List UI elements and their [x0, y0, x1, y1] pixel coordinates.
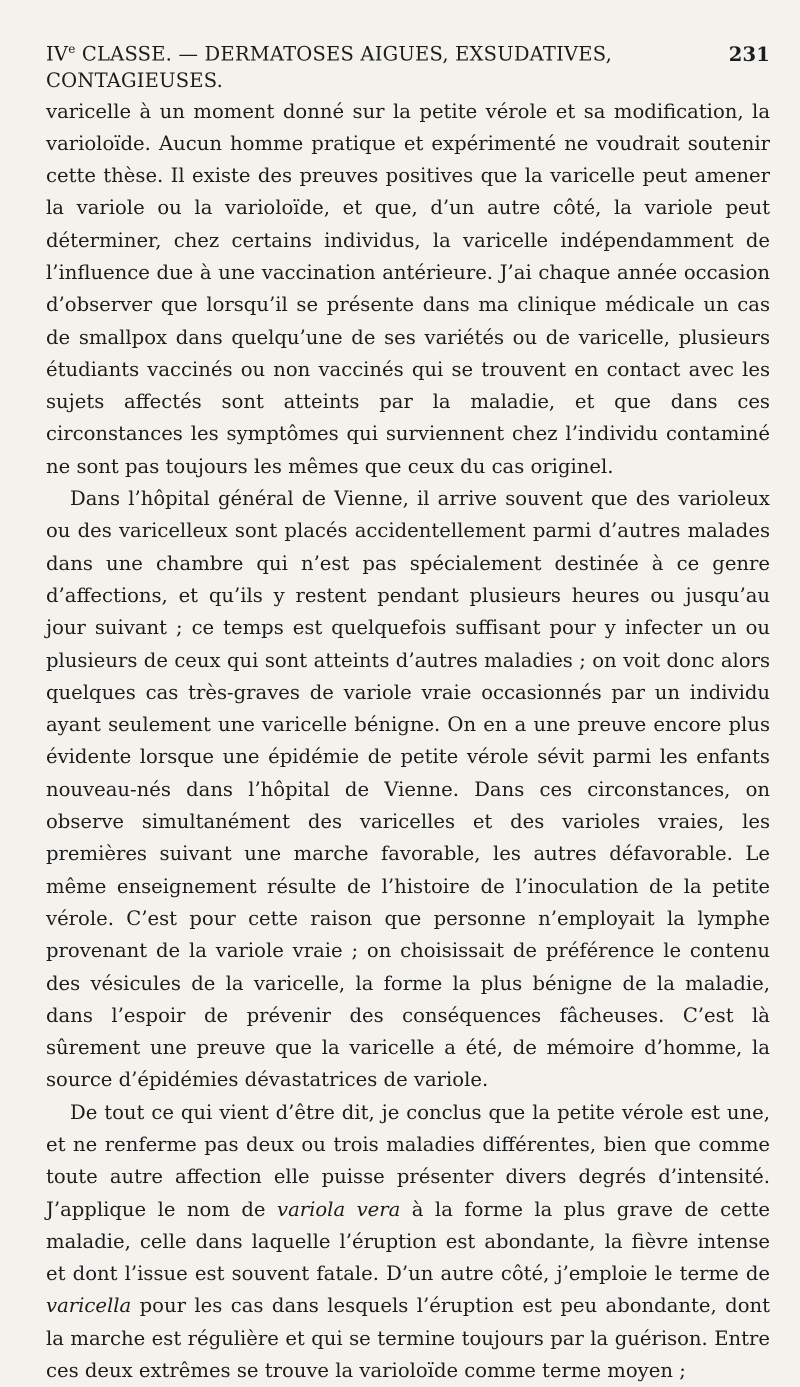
- paragraph-1: varicelle à un moment donné sur la petite vérole et sa modification, la varioloïde. Aucun homme pratique et expérimenté ne voudrait soutenir cette thèse. Il existe des preuves positives que la varicelle peut amener la variole ou la varioloïde, et que, d’un autre côté, la variole peut déterminer, chez certains individus, la varicelle indépendamment de l’influence due à une vaccination antérieure. J’ai chaque année occasion d’observer que lorsqu’il se présente dans ma clinique médicale un cas de smallpox dans quelqu’une de ses variétés ou de varicelle, plusieurs étudiants vaccinés ou non vaccinés qui se trouvent en contact avec les sujets affectés sont atteints par la maladie, et que dans ces circonstances les symptômes qui surviennent chez l’individu contaminé ne sont pas toujours les mêmes que ceux du cas originel.: [46, 96, 770, 484]
- paragraph-2: Dans l’hôpital général de Vienne, il arrive souvent que des varioleux ou des varicelleux sont placés accidentellement parmi d’autres malades dans une chambre qui n’est pas spécialement destinée à ce genre d’affections, et qu’ils y restent pendant plusieurs heures ou jusqu’au jour suivant ; ce temps est quelquefois suffisant pour y infecter un ou plusieurs de ceux qui sont atteints d’autres maladies ; on voit donc alors quelques cas très-graves de variole vraie occasionnés par un individu ayant seulement une varicelle bénigne. On en a une preuve encore plus évidente lorsque une épidémie de petite vérole sévit parmi les enfants nouveau-nés dans l’hôpital de Vienne. Dans ces circonstances, on observe simultanément des varicelles et des varioles vraies, les premières suivant une marche favorable, les autres défavorable. Le même enseignement résulte de l’histoire de l’inoculation de la petite vérole. C’est pour cette raison que personne n’employait la lymphe provenant de la variole vraie ; on choisissait de préférence le contenu des vésicules de la varicelle, la forme la plus bénigne de la maladie, dans l’espoir de prévenir des conséquences fâcheuses. C’est là sûrement une preuve que la varicelle a été, de mémoire d’homme, la source d’épidémies dévastatrices de variole.: [46, 483, 770, 1097]
- page-number: 231: [729, 42, 770, 68]
- body-text: [46, 96, 770, 1387]
- italic-term-varicella: varicella: [46, 1294, 131, 1317]
- running-title: IVe CLASSE. — DERMATOSES AIGUES, EXSUDATIVES, CONTAGIEUSES.: [46, 36, 729, 94]
- italic-term-variola-vera: variola vera: [277, 1198, 400, 1221]
- paragraph-3: De tout ce qui vient d’être dit, je conclus que la petite vérole est une, et ne renferme pas deux ou trois maladies différentes, bien que comme toute autre affection elle puisse présenter divers degrés d’intensité. J’applique le nom de variola vera à la forme la plus grave de cette maladie, celle dans laquelle l’éruption est abondante, la fièvre intense et dont l’issue est souvent fatale. D’un autre côté, j’emploie le terme de varicella pour les cas dans lesquels l’éruption est peu abondante, dont la marche est régulière et qui se termine toujours par la guérison. Entre ces deux extrêmes se trouve la varioloïde comme terme moyen ;: [46, 1097, 770, 1387]
- running-header: [46, 36, 770, 94]
